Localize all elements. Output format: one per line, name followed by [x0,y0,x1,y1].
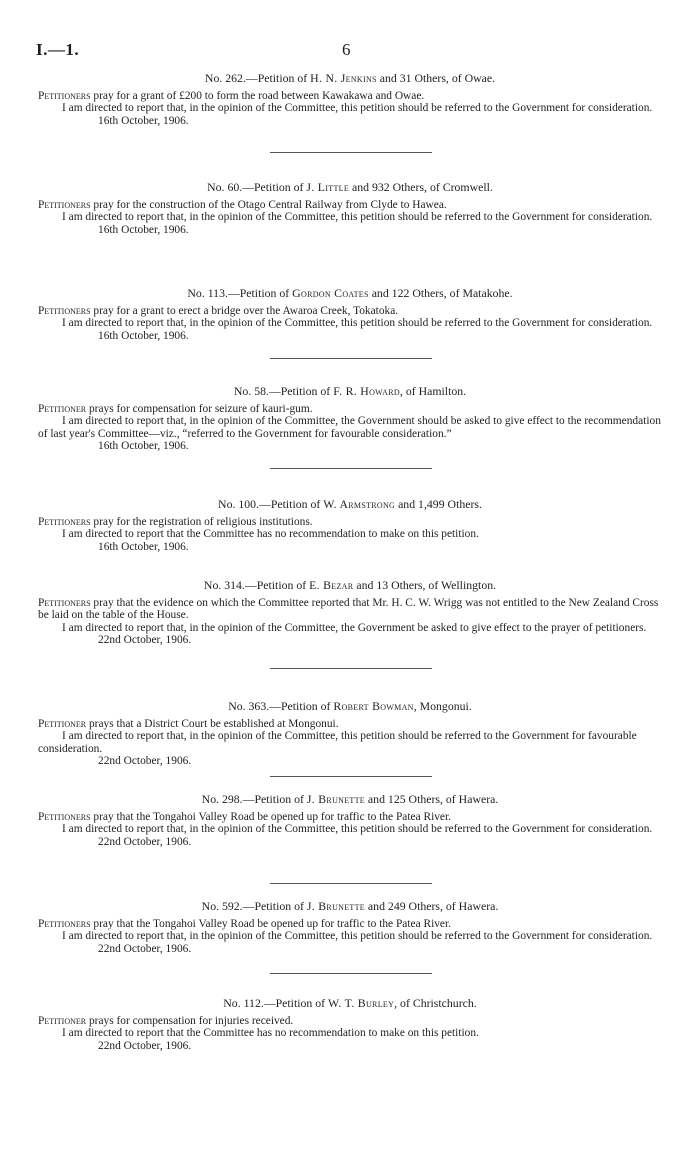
petitioner-lead: Petitioners [38,304,91,317]
petition-entry [0,287,700,342]
separator-rule [270,358,432,359]
report-date: 22nd October, 1906. [98,942,192,955]
petition-origin: and 13 Others, of Wellington. [353,578,497,592]
report-date: 16th October, 1906. [98,440,189,453]
petition-number: No. 100. [218,497,260,511]
petition-entry [0,900,700,955]
committee-report: I am directed to report that, in the opinion of the Committee, this petition should be referred to the Government for consideration. [62,317,653,330]
petition-title: No. 314.—Petition of E. Bezar and 13 Others, of Wellington. [203,578,497,592]
petition-entry [0,997,700,1052]
separator-rule [270,152,432,153]
committee-report: I am directed to report that, in the opinion of the Committee, the Government should be asked to give effect to the recommendation of last year's Committee—viz., “referred to the Government for favourable consideration.” [38,415,661,440]
petitioner-name: J. Little [306,180,350,194]
petition-entry [0,700,700,768]
committee-report: I am directed to report that, in the opinion of the Committee, the Government be asked to give effect to the prayer of petitioners. [62,621,647,634]
petition-prayer: Petitioner prays for compensation for seizure of kauri-gum. [38,402,313,415]
petition-origin: and 249 Others, of Hawera. [364,899,499,913]
petitioner-name: J. Brunette [306,792,365,806]
petitioner-name: W. T. Burley [328,996,395,1010]
petitioner-name: J. Brunette [306,899,365,913]
petition-entry [0,793,700,848]
petition-origin: , of Christchurch. [394,996,477,1010]
report-date: 16th October, 1906. [98,114,189,127]
petitioner-name: E. Bezar [309,578,354,592]
petition-number: No. 112. [223,996,264,1010]
petitioner-name: Gordon Coates [292,286,369,300]
petitioner-lead: Petitioners [38,596,91,609]
petition-title: No. 592.—Petition of J. Brunette and 249 Others, of Hawera. [201,899,499,913]
separator-rule [270,776,432,777]
paper-reference: I.—1. [36,40,80,59]
petition-entry [0,385,700,453]
petition-prayer: Petitioners pray for the construction of the Otago Central Railway from Clyde to Hawea. [38,198,447,211]
petition-prayer: Petitioner prays for compensation for injuries received. [38,1014,294,1027]
committee-report: I am directed to report that, in the opinion of the Committee, this petition should be referred to the Government for consideration. [62,930,653,943]
committee-report: I am directed to report that, in the opinion of the Committee, this petition should be referred to the Government for consideration. [62,211,653,224]
petition-origin: , of Hamilton. [399,384,467,398]
petition-title: No. 113.—Petition of Gordon Coates and 122 Others, of Matakohe. [187,286,513,300]
petition-title: No. 262.—Petition of H. N. Jenkins and 31 Others, of Owae. [204,71,496,85]
petition-number: No. 363. [228,699,270,713]
petitioner-name: Robert Bowman [333,699,414,713]
petitioner-lead: Petitioner [38,402,87,415]
petition-entry [0,72,700,127]
petition-entry [0,181,700,236]
separator-rule [270,668,432,669]
petition-number: No. 298. [201,792,243,806]
petitioner-lead: Petitioners [38,89,91,102]
separator-rule [270,883,432,884]
report-date: 16th October, 1906. [98,540,189,553]
separator-rule [270,468,432,469]
petitioner-lead: Petitioners [38,515,91,528]
page-number: 6 [342,40,351,59]
report-date: 22nd October, 1906. [98,634,192,647]
petitioner-name: W. Armstrong [323,497,396,511]
petition-origin: and 122 Others, of Matakohe. [368,286,513,300]
petitioner-lead: Petitioners [38,917,91,930]
petition-entry [0,579,700,647]
petition-origin: and 932 Others, of Cromwell. [349,180,493,194]
petition-prayer: Petitioners pray for a grant of £200 to form the road between Kawakawa and Owae. [38,89,425,102]
report-date: 16th October, 1906. [98,223,189,236]
petitioner-lead: Petitioners [38,198,91,211]
petition-prayer: Petitioner prays that a District Court be established at Mongonui. [38,717,339,730]
petition-origin: and 1,499 Others. [395,497,482,511]
petition-title: No. 112.—Petition of W. T. Burley, of Christchurch. [223,996,477,1010]
petition-prayer: Petitioners pray that the Tongahoi Valley Road be opened up for traffic to the Patea River. [38,917,451,930]
committee-report: I am directed to report that, in the opinion of the Committee, this petition should be referred to the Government for favourable consideration. [38,730,637,755]
petition-number: No. 314. [203,578,245,592]
report-date: 22nd October, 1906. [98,1039,192,1052]
petitioner-lead: Petitioners [38,810,91,823]
petition-prayer: Petitioners pray that the Tongahoi Valley Road be opened up for traffic to the Patea River. [38,810,451,823]
petition-number: No. 60. [207,180,243,194]
petition-title: No. 60.—Petition of J. Little and 932 Others, of Cromwell. [207,180,493,194]
petition-prayer: Petitioners pray for the registration of religious institutions. [38,515,313,528]
petition-title: No. 363.—Petition of Robert Bowman, Mongonui. [228,699,472,713]
petitioner-name: H. N. Jenkins [310,71,377,85]
petition-number: No. 58. [233,384,269,398]
petition-origin: and 31 Others, of Owae. [376,71,496,85]
petition-number: No. 262. [204,71,246,85]
petition-number: No. 113. [187,286,228,300]
petition-origin: and 125 Others, of Hawera. [364,792,499,806]
petitioner-lead: Petitioner [38,717,87,730]
committee-report: I am directed to report that, in the opinion of the Committee, this petition should be referred to the Government for consideration. [62,102,653,115]
petition-entry [0,498,700,553]
petition-title: No. 100.—Petition of W. Armstrong and 1,499 Others. [218,497,482,511]
report-date: 22nd October, 1906. [98,835,192,848]
petition-title: No. 298.—Petition of J. Brunette and 125 Others, of Hawera. [201,792,499,806]
petition-number: No. 592. [201,899,243,913]
petition-prayer: Petitioners pray that the evidence on which the Committee reported that Mr. H. C. W. Wrigg was not entitled to the New Zealand Cross be laid on the table of the House. [38,596,659,622]
report-date: 22nd October, 1906. [98,755,192,768]
petitioner-lead: Petitioner [38,1014,87,1027]
petition-origin: , Mongonui. [413,699,472,713]
report-date: 16th October, 1906. [98,329,189,342]
petitioner-name: F. R. Howard [333,384,400,398]
petition-title: No. 58.—Petition of F. R. Howard, of Hamilton. [233,384,467,398]
committee-report: I am directed to report that, in the opinion of the Committee, this petition should be referred to the Government for consideration. [62,823,653,836]
committee-report: I am directed to report that the Committee has no recommendation to make on this petition. [62,1027,479,1040]
petition-prayer: Petitioners pray for a grant to erect a bridge over the Awaroa Creek, Tokatoka. [38,304,399,317]
separator-rule [270,973,432,974]
committee-report: I am directed to report that the Committee has no recommendation to make on this petition. [62,528,479,541]
